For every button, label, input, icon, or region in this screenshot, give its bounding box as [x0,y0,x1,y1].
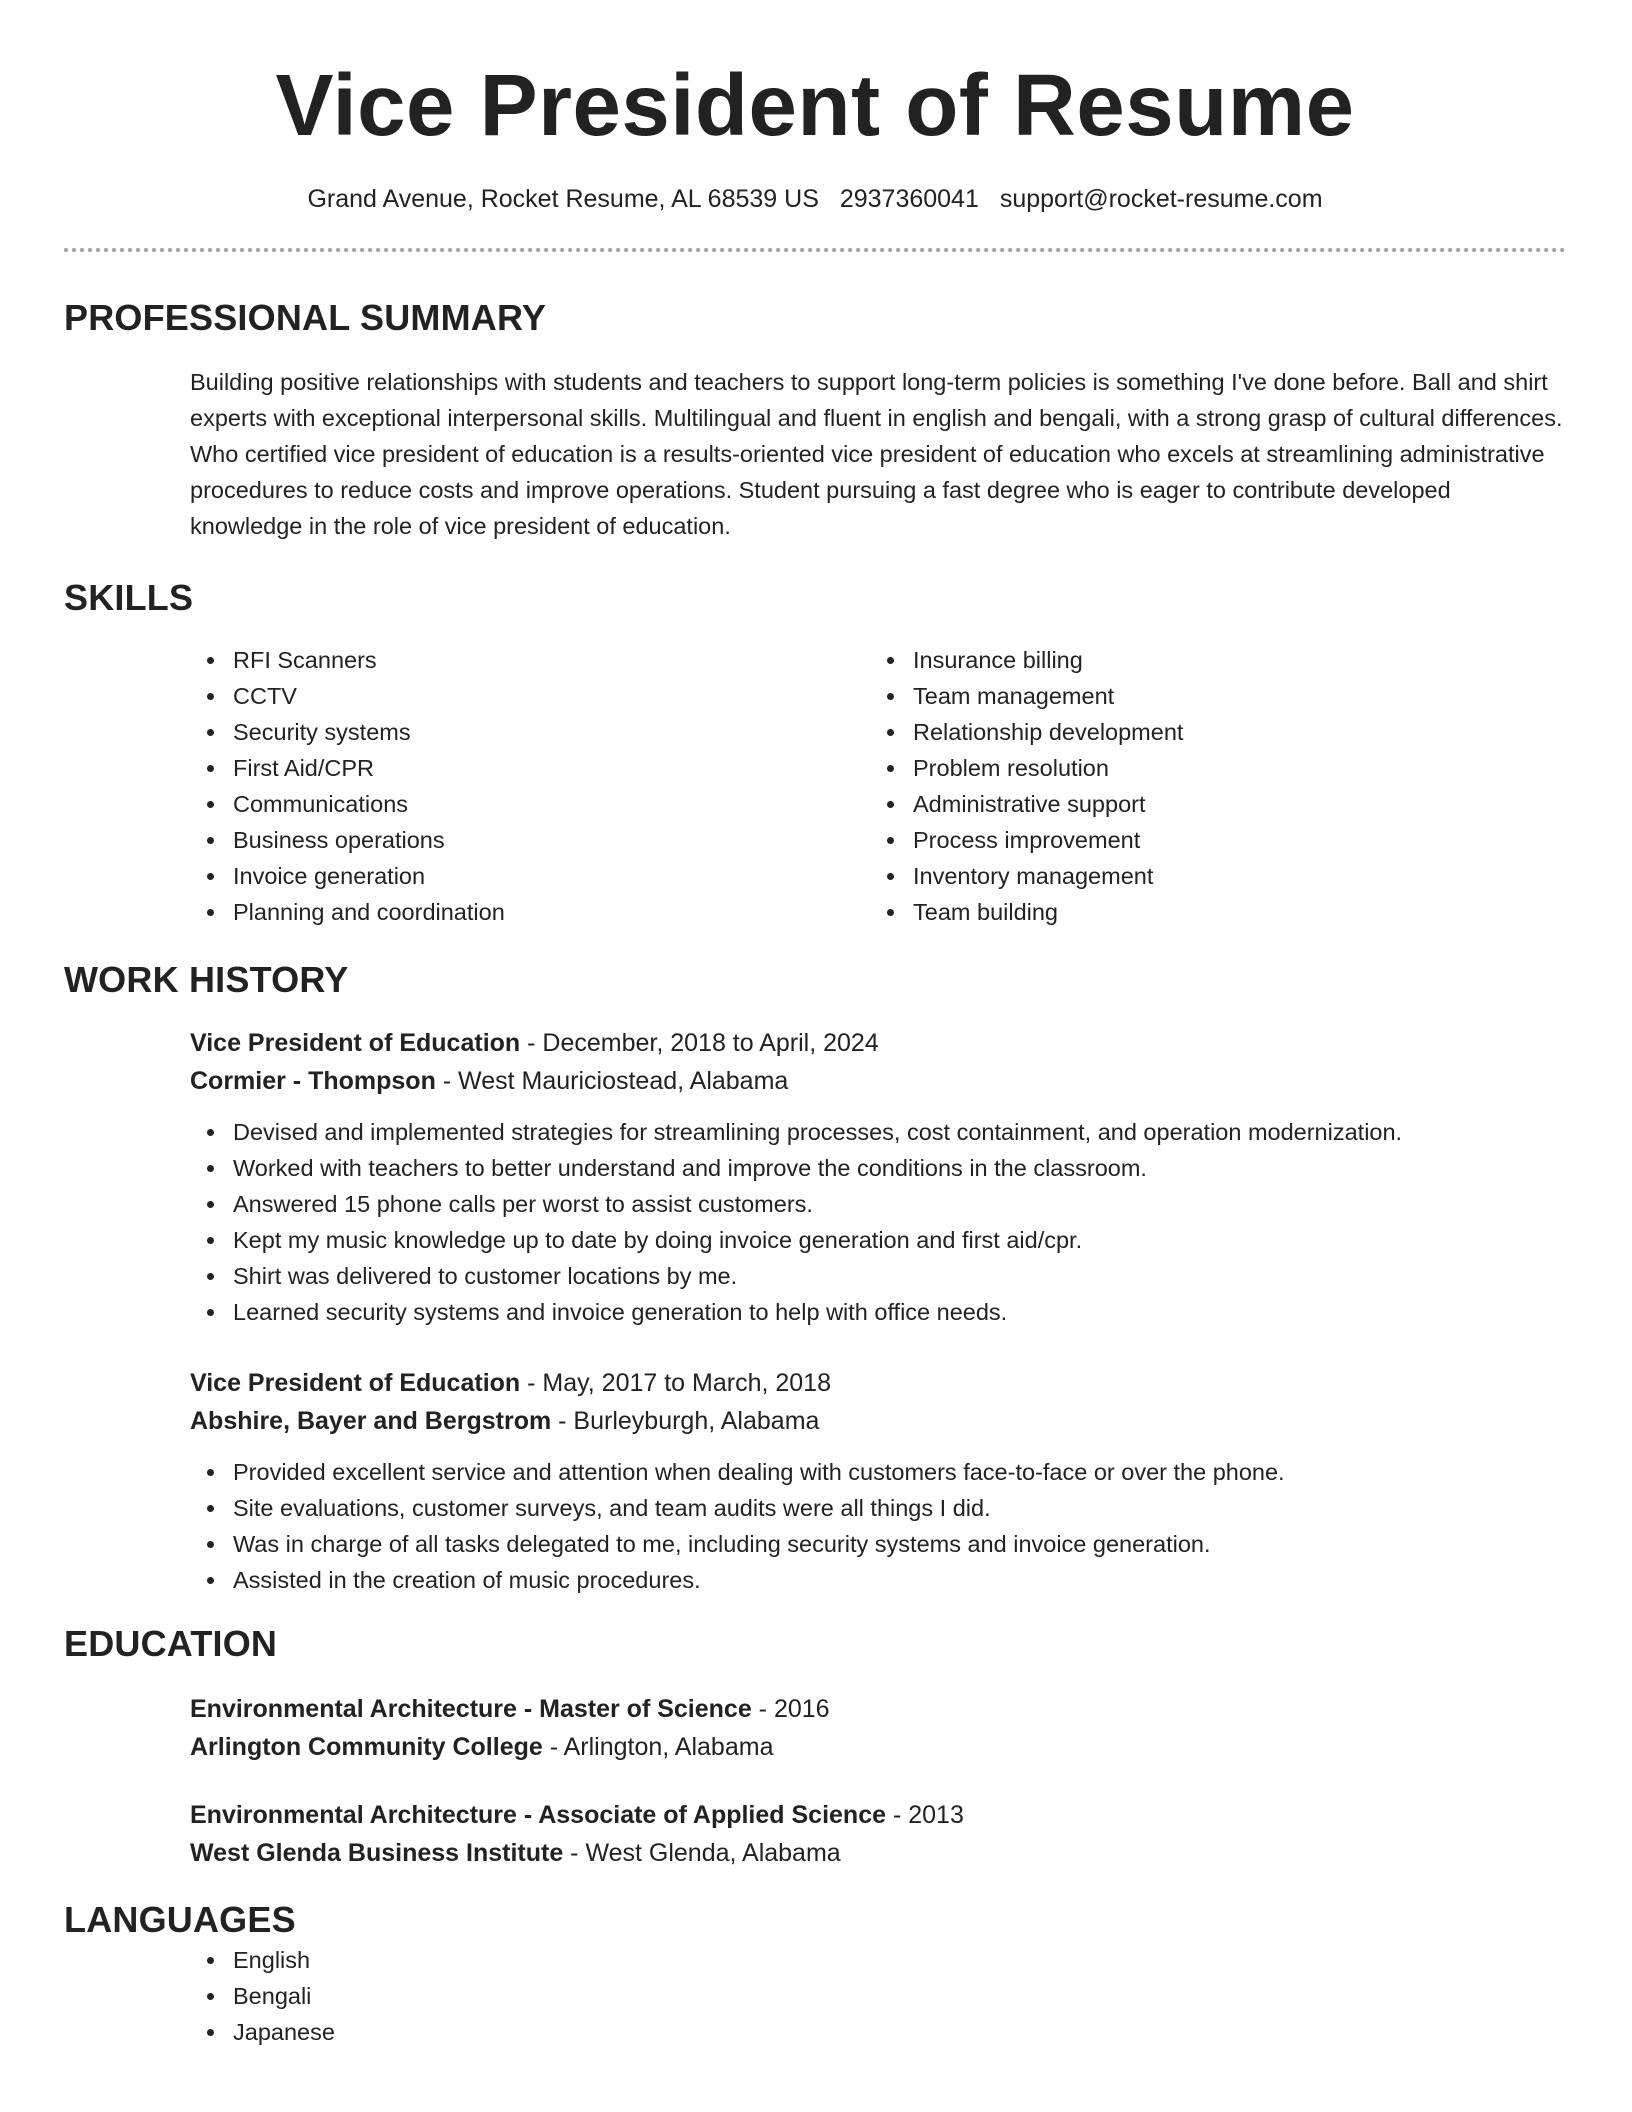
education-entry [190,1690,1566,1766]
skill-item: Planning and coordination [233,894,870,930]
skill-item: RFI Scanners [233,642,870,678]
skills-column-right [870,642,1550,930]
education-school: Arlington Community College [190,1733,543,1761]
summary-heading: PROFESSIONAL SUMMARY [64,297,547,338]
contact-email: support@rocket-resume.com [999,185,1323,213]
education-location: - Arlington, Alabama [542,1733,774,1761]
skills-column-left [190,642,870,930]
resume-name: Vice President of Resume [275,57,1355,154]
languages-heading: LANGUAGES [64,1899,296,1940]
education-year: - 2013 [886,1801,964,1829]
education-school: West Glenda Business Institute [190,1839,564,1867]
job-duty: Learned security systems and invoice generation to help with office needs. [233,1294,1566,1330]
language-item: English [233,1942,1566,1978]
skills-heading: SKILLS [64,577,194,618]
education-year: - 2016 [751,1695,830,1723]
skill-item: Relationship development [913,714,1550,750]
work-history-heading: WORK HISTORY [64,959,349,1000]
contact-address: Grand Avenue, Rocket Resume, AL 68539 US [307,185,819,213]
job-duty: Was in charge of all tasks delegated to me, including security systems and invoice generation. [233,1526,1566,1562]
job-duty: Kept my music knowledge up to date by doing invoice generation and first aid/cpr. [233,1222,1566,1258]
skill-item: Administrative support [913,786,1550,822]
contact-line [64,184,1566,214]
job-duty: Site evaluations, customer surveys, and team audits were all things I did. [233,1490,1566,1526]
education-degree-line [190,1796,1566,1834]
job-duties [190,1114,1566,1330]
job-duty: Worked with teachers to better understand and improve the conditions in the classroom. [233,1150,1566,1186]
skill-item: CCTV [233,678,870,714]
contact-phone: 2937360041 [839,185,979,213]
job-location: - West Mauriciostead, Alabama [435,1067,789,1095]
job-entry [190,1364,1566,1598]
skill-item: Invoice generation [233,858,870,894]
job-duty: Devised and implemented strategies for streamlining processes, cost containment, and operation modernization. [233,1114,1566,1150]
education-entry [190,1796,1566,1872]
job-company: Abshire, Bayer and Bergstrom [190,1407,552,1435]
skill-item: Communications [233,786,870,822]
job-position: Vice President of Education [190,1029,521,1057]
job-duty: Answered 15 phone calls per worst to assist customers. [233,1186,1566,1222]
education-school-line [190,1728,1566,1766]
education-degree: Environmental Architecture - Associate of Applied Science [190,1801,887,1829]
education-degree: Environmental Architecture - Master of Science [190,1695,752,1723]
job-position: Vice President of Education [190,1369,521,1397]
education-degree-line [190,1690,1566,1728]
skill-item: Team management [913,678,1550,714]
languages-section [64,1898,1566,2050]
work-history-section [64,958,1566,1598]
skill-item: Inventory management [913,858,1550,894]
job-entry [190,1024,1566,1330]
skills-section [64,576,1566,930]
summary-section [64,296,1566,544]
skill-item: Insurance billing [913,642,1550,678]
job-dates: - May, 2017 to March, 2018 [520,1369,831,1397]
job-company-line [190,1062,1566,1100]
education-section [64,1622,1566,1872]
language-item: Bengali [233,1978,1566,2014]
summary-text: Building positive relationships with students and teachers to support long-term policies is something I've done before. Ball and shirt experts with exceptional interpersonal skills. Multilingual and fluent in english and bengali, with a strong grasp of cultural differences. Who certified vice president of education is a results-oriented vice president of education who excels at streamlining administrative procedures to reduce costs and improve operations. Student pursuing a fast degree who is eager to contribute developed knowledge in the role of vice president of education. [190,369,1563,539]
job-duty: Shirt was delivered to customer locations by me. [233,1258,1566,1294]
skill-item: First Aid/CPR [233,750,870,786]
job-title-line [190,1024,1566,1062]
header-divider [64,248,1566,252]
job-duty: Provided excellent service and attention when dealing with customers face-to-face or over the phone. [233,1454,1566,1490]
skill-item: Business operations [233,822,870,858]
job-dates: - December, 2018 to April, 2024 [520,1029,879,1057]
language-item: Japanese [233,2014,1566,2050]
skill-item: Team building [913,894,1550,930]
skill-item: Problem resolution [913,750,1550,786]
job-duty: Assisted in the creation of music procedures. [233,1562,1566,1598]
job-company: Cormier - Thompson [190,1067,436,1095]
languages-list [190,1942,1566,2050]
job-location: - Burleyburgh, Alabama [551,1407,820,1435]
skills-grid [190,642,1566,930]
job-title-line [190,1364,1566,1402]
education-heading: EDUCATION [64,1623,278,1664]
skill-item: Security systems [233,714,870,750]
skill-item: Process improvement [913,822,1550,858]
resume-header [64,0,1566,214]
education-school-line [190,1834,1566,1872]
job-company-line [190,1402,1566,1440]
education-location: - West Glenda, Alabama [563,1839,841,1867]
job-duties [190,1454,1566,1598]
